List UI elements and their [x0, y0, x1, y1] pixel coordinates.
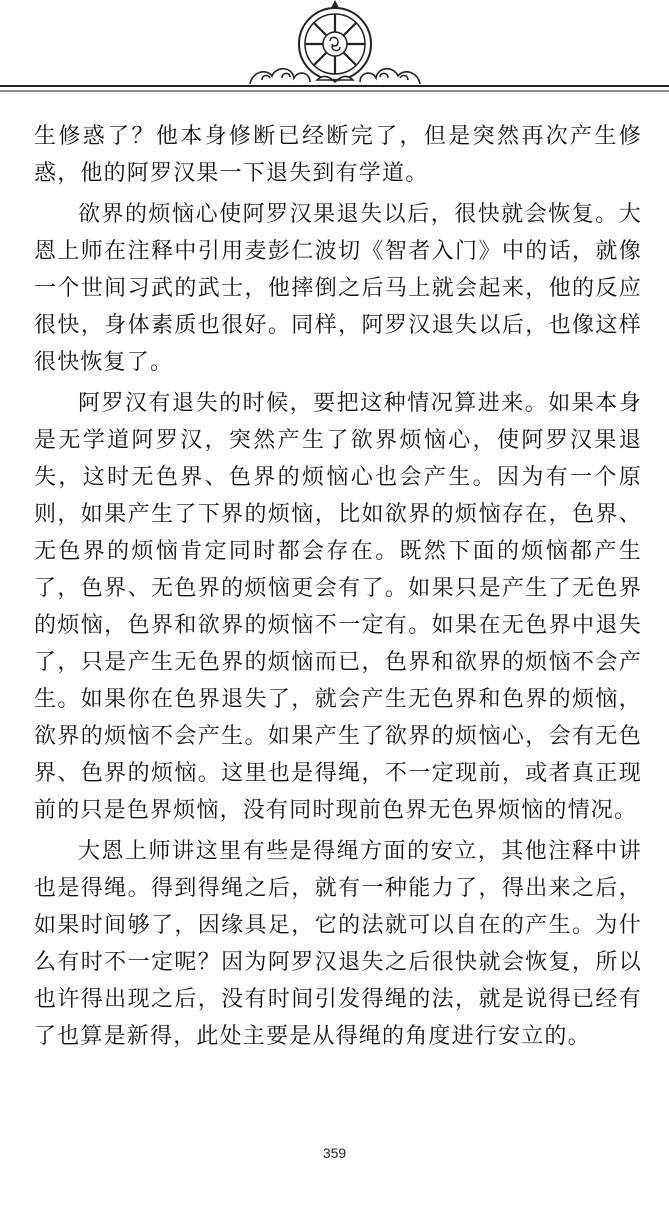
- paragraph-1: 生修惑了？他本身修断已经断完了，但是突然再次产生修惑，他的阿罗汉果一下退失到有学道。: [34, 124, 642, 186]
- paragraph-4: 大恩上师讲这里有些是得绳方面的安立，其他注释中讲也是得绳。得到得绳之后，就有一种能力了，得出来之后，如果时间够了，因缘具足，它的法就可以自在的产生。为什么有时不一定呢？因为阿罗汉退失之后很快就会恢复，所以也许得出现之后，没有时间引发得绳的法，就是说得已经有了也算是新得，此处主要是从得绳的角度进行安立的。: [34, 839, 642, 1049]
- page-header-ornament: [0, 0, 669, 100]
- paragraph-3: 阿罗汉有退失的时候，要把这种情况算进来。如果本身是无学道阿罗汉，突然产生了欲界烦恼心，使阿罗汉果退失，这时无色界、色界的烦恼心也会产生。因为有一个原则，如果产生了下界的烦恼，比如欲界的烦恼存在，色界、无色界的烦恼肯定同时都会存在。既然下面的烦恼都产生了，色界、无色界的烦恼更会有了。如果只是产生了无色界的烦恼，色界和欲界的烦恼不一定有。如果在无色界中退失了，只是产生无色界的烦恼而已，色界和欲界的烦恼不会产生。如果你在色界退失了，就会产生无色界和色界的烦恼，欲界的烦恼不会产生。如果产生了欲界的烦恼心，会有无色界、色界的烦恼。这里也是得绳，不一定现前，或者真正现前的只是色界烦恼，没有同时现前色界无色界烦恼的情况。: [34, 391, 642, 823]
- body-text: [34, 118, 642, 1059]
- dharma-wheel-icon: [0, 0, 669, 100]
- paragraph-2: 欲界的烦恼心使阿罗汉果退失以后，很快就会恢复。大恩上师在注释中引用麦彭仁波切《智者入门》中的话，就像一个世间习武的武士，他摔倒之后马上就会起来，他的反应很快，身体素质也很好。同样，阿罗汉退失以后，也像这样很快恢复了。: [34, 202, 642, 375]
- page-number: 359: [322, 1145, 347, 1161]
